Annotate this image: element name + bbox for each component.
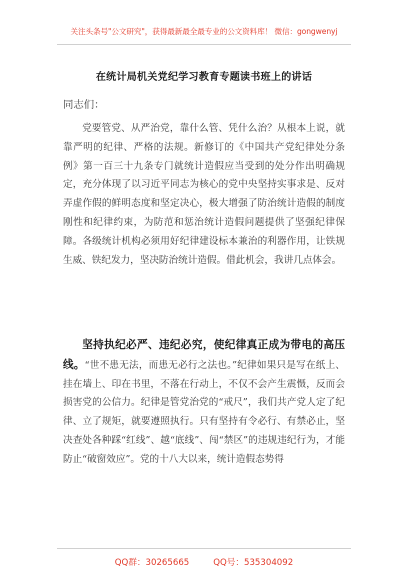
section-1-heading: 坚持执纪必严、违纪必究，使纪律真正成为带电的高压线。 xyxy=(63,339,345,371)
section-1-body: “世不患无法，而患无必行之法也。”纪律如果只是写在纸上、挂在墙上、印在书里，不落在行动上，不仅不会产生震慑，反而会损害党的公信力。纪律是管党治党的“戒尺”，我们共产党人定了纪律、立了规矩，就要遵照执行。只有坚持有令必行、有禁必止，坚决查处各种踩“红线”、越“底线”、闯“禁区”的违规违纪行为，才能防止“破窗效应”。党的十八大以来，统计造假态势得 xyxy=(63,359,346,465)
header-divider xyxy=(57,44,351,45)
footer-qq-group: QQ群：30265665 xyxy=(114,558,190,568)
footer-contact xyxy=(57,556,351,568)
greeting-text: 同志们： xyxy=(63,99,105,111)
document-title: 在统计局机关党纪学习教育专题读书班上的讲话 xyxy=(95,72,313,83)
intro-paragraph: 党要管党、从严治党，靠什么管、凭什么治？从根本上说，就靠严明的纪律、严格的法规。新修订的《中国共产党纪律处分条例》第一百三十九条专门就统计造假应当受到的处分作出明确规定，充分体现了以习近平同志为核心的党中央坚持实事求是、反对弄虚作假的鲜明态度和坚定决心，极大增强了防治统计造假的制度刚性和纪律约束，为防范和惩治统计造假问题提供了坚强纪律保障。各级统计机构必须用好纪律建设标本兼治的利器作用，让铁规生威、铁纪发力，坚决防治统计造假。借此机会，我讲几点体会。 xyxy=(63,123,345,266)
footer-qq-number: QQ号：535304092 xyxy=(213,558,294,568)
section-1-paragraph xyxy=(63,336,345,470)
header-promo-text: 关注头条号"公文研究"，获得最新最全最专业的公文资料库！ 微信：gongwenyj xyxy=(70,27,338,36)
footer-divider xyxy=(57,548,351,549)
